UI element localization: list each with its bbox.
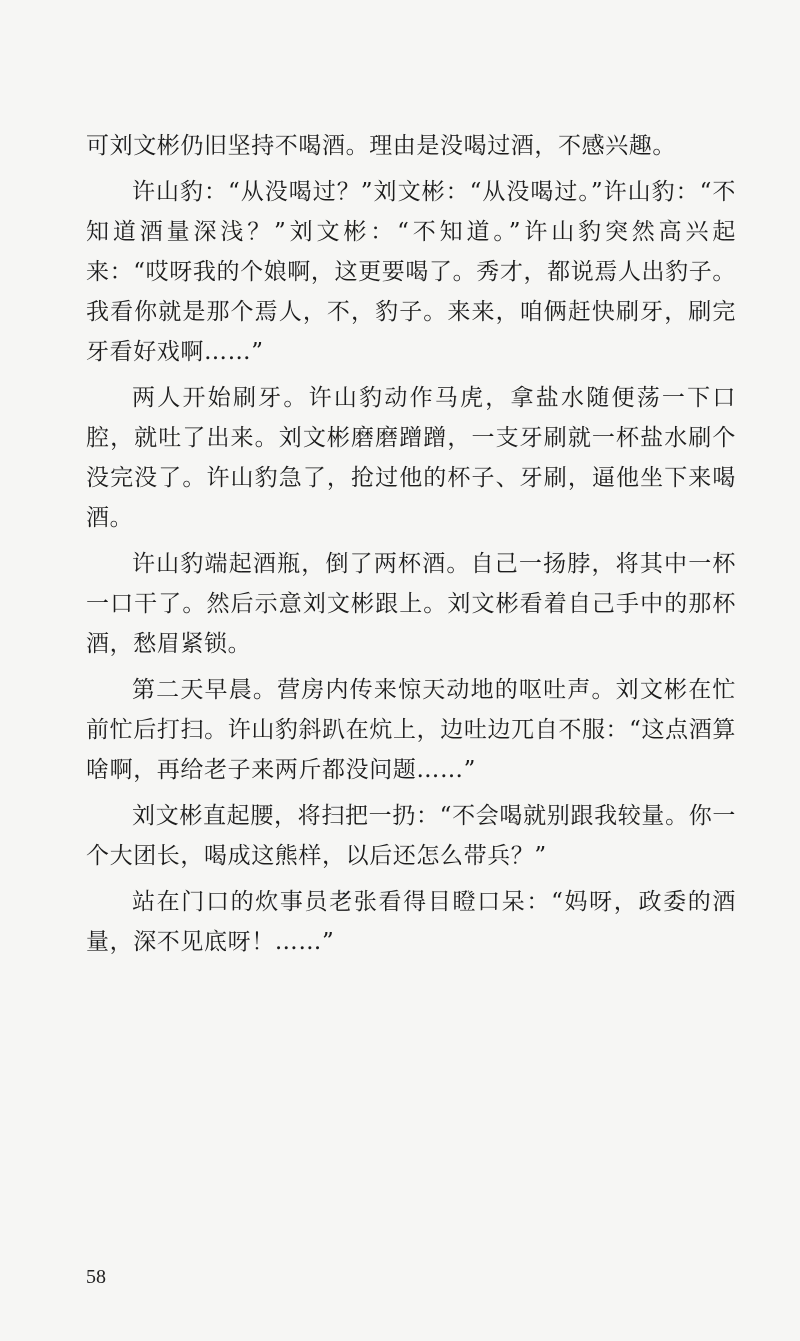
body-text (86, 126, 736, 968)
paragraph-3: 两人开始刷牙。许山豹动作马虎，拿盐水随便荡一下口腔，就吐了出来。刘文彬磨磨蹭蹭，一支牙刷就一杯盐水刷个没完没了。许山豹急了，抢过他的杯子、牙刷，逼他坐下来喝酒。 (86, 385, 736, 531)
paragraph-2: 许山豹：“从没喝过？”刘文彬：“从没喝过。”许山豹：“不知道酒量深浅？”刘文彬：“不知道。”许山豹突然高兴起来：“哎呀我的个娘啊，这更要喝了。秀才，都说焉人出豹子。我看你就是那个焉人，不，豹子。来来，咱俩赶快刷牙，刷完牙看好戏啊……” (86, 179, 736, 365)
paragraph-4: 许山豹端起酒瓶，倒了两杯酒。自己一扬脖，将其中一杯一口干了。然后示意刘文彬跟上。刘文彬看着自己手中的那杯酒，愁眉紧锁。 (86, 551, 736, 657)
paragraph-5: 第二天早晨。营房内传来惊天动地的呕吐声。刘文彬在忙前忙后打扫。许山豹斜趴在炕上，边吐边兀自不服：“这点酒算啥啊，再给老子来两斤都没问题……” (86, 677, 736, 783)
page-number: 58 (86, 1266, 106, 1288)
paragraph-6: 刘文彬直起腰，将扫把一扔：“不会喝就别跟我较量。你一个大团长，喝成这熊样，以后还怎么带兵？” (86, 803, 736, 869)
paragraph-7: 站在门口的炊事员老张看得目瞪口呆：“妈呀，政委的酒量，深不见底呀！……” (86, 889, 736, 955)
paragraph-1: 可刘文彬仍旧坚持不喝酒。理由是没喝过酒，不感兴趣。 (86, 133, 676, 159)
